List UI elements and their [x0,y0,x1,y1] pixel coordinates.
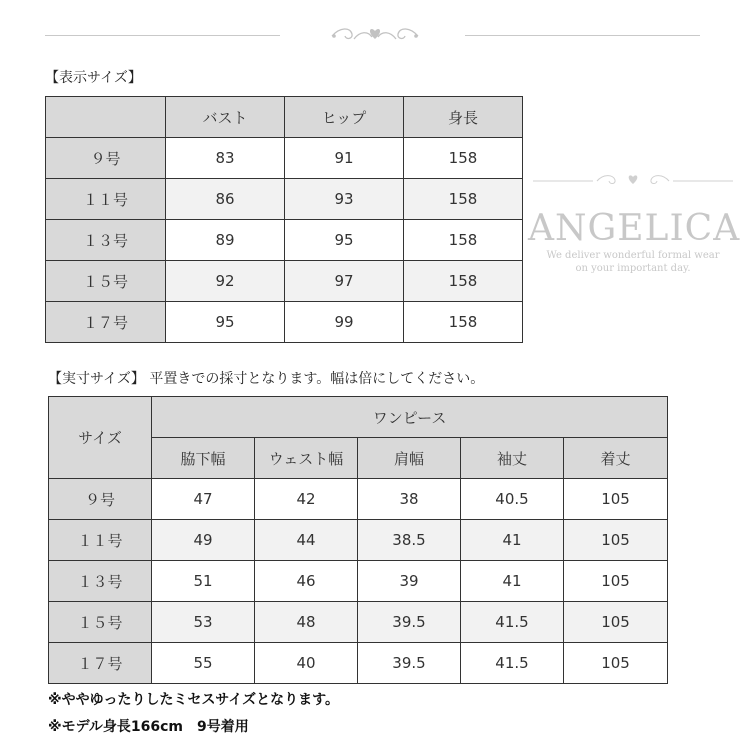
table-cell: 105 [564,520,668,561]
table-cell: 158 [404,138,523,179]
table-row [49,479,668,520]
table-cell: 158 [404,179,523,220]
table-cell: 86 [166,179,285,220]
header-cell: 身長 [404,97,523,138]
table-row [49,602,668,643]
table-row [46,261,523,302]
table-cell: 158 [404,220,523,261]
table-cell: 93 [285,179,404,220]
table-cell: 83 [166,138,285,179]
table-cell: 53 [152,602,255,643]
table-row [49,520,668,561]
size-label-cell: １３号 [46,220,166,261]
table-cell: 99 [285,302,404,343]
table-row [46,138,523,179]
table-cell: 40 [255,643,358,684]
flourish-ornament-icon [330,25,420,47]
table-cell: 89 [166,220,285,261]
table-cell: 41.5 [461,643,564,684]
table-cell: 41.5 [461,602,564,643]
table-cell: 41 [461,520,564,561]
table-cell: 158 [404,261,523,302]
table-cell: 97 [285,261,404,302]
table-header-row [46,97,523,138]
size-label-cell: １５号 [49,602,152,643]
table-cell: 92 [166,261,285,302]
table-cell: 38.5 [358,520,461,561]
header-cell: 着丈 [564,438,668,479]
table-row [46,220,523,261]
table-cell: 46 [255,561,358,602]
size-label-cell: ９号 [46,138,166,179]
table-cell: 40.5 [461,479,564,520]
size-header-cell: サイズ [49,397,152,479]
header-cell [46,97,166,138]
table-cell: 49 [152,520,255,561]
table-cell: 55 [152,643,255,684]
size-label-cell: １７号 [49,643,152,684]
table-cell: 105 [564,561,668,602]
watermark-tagline: on your important day. [575,263,691,274]
table-cell: 42 [255,479,358,520]
table-row [46,179,523,220]
display-size-table [45,96,523,343]
header-cell: 袖丈 [461,438,564,479]
table-row [46,302,523,343]
header-cell: 脇下幅 [152,438,255,479]
model-note: ※モデル身長166cm 9号着用 [48,719,249,735]
size-label-cell: １７号 [46,302,166,343]
actual-size-table [48,396,668,684]
size-label-cell: １１号 [46,179,166,220]
size-label-cell: １５号 [46,261,166,302]
table-cell: 95 [285,220,404,261]
watermark-ornament-icon [533,172,733,190]
size-label-cell: １１号 [49,520,152,561]
group-header-cell: ワンピース [152,397,668,438]
table-header-row [49,397,668,438]
table-cell: 44 [255,520,358,561]
table-cell: 95 [166,302,285,343]
table-cell: 47 [152,479,255,520]
table-cell: 38 [358,479,461,520]
size-label-cell: ９号 [49,479,152,520]
watermark-tagline: We deliver wonderful formal wear [546,250,720,261]
table-cell: 48 [255,602,358,643]
size-label-cell: １３号 [49,561,152,602]
fit-note: ※ややゆったりしたミセスサイズとなります。 [48,692,339,708]
table-cell: 91 [285,138,404,179]
table-cell: 39.5 [358,643,461,684]
header-cell: 肩幅 [358,438,461,479]
actual-size-title: 【実寸サイズ】 平置きでの採寸となります。幅は倍にしてください。 [48,371,485,387]
table-cell: 105 [564,602,668,643]
table-cell: 105 [564,643,668,684]
header-cell: ウェスト幅 [255,438,358,479]
watermark-brand: ANGELICA [528,208,741,249]
display-size-title: 【表示サイズ】 [45,70,142,86]
table-row [49,561,668,602]
table-cell: 39.5 [358,602,461,643]
header-cell: ヒップ [285,97,404,138]
table-cell: 105 [564,479,668,520]
table-row [49,643,668,684]
table-cell: 41 [461,561,564,602]
angelica-watermark-logo [528,172,741,275]
table-cell: 51 [152,561,255,602]
table-cell: 158 [404,302,523,343]
table-cell: 39 [358,561,461,602]
top-ornament-divider [45,25,700,47]
header-cell: バスト [166,97,285,138]
